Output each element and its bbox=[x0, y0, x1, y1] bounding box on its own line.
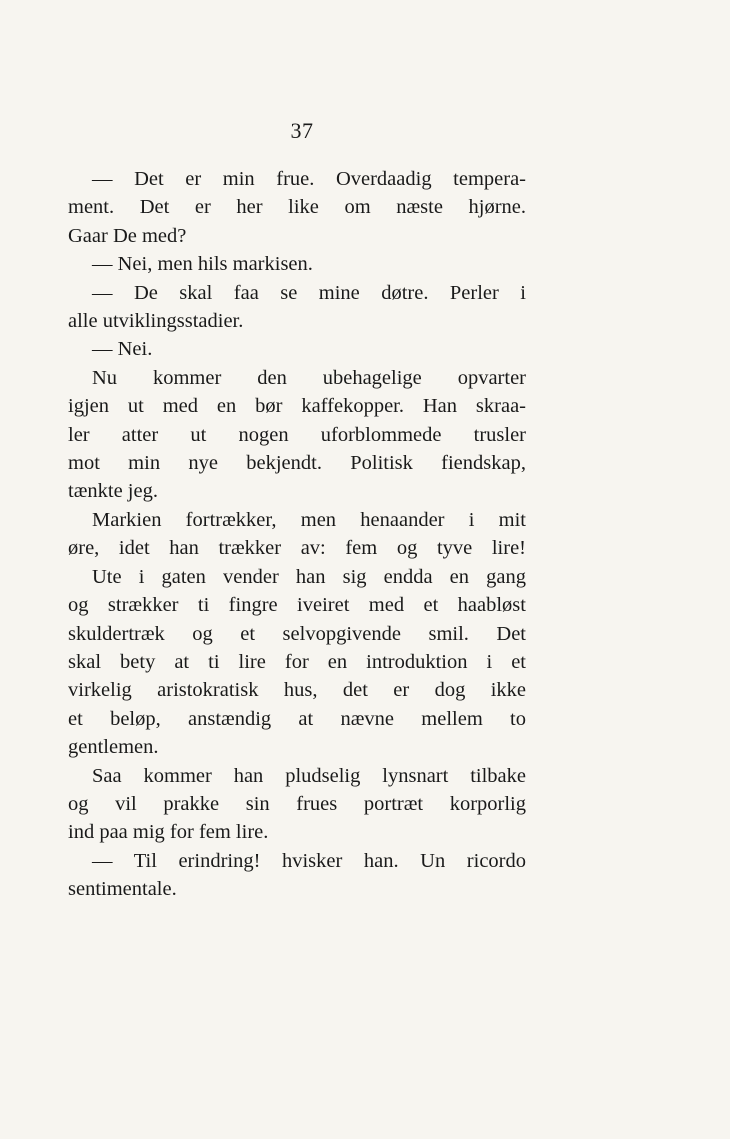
text-line: sentimentale. bbox=[68, 878, 177, 901]
text-line: igjen ut med en bør kaffekopper. Han skraa- bbox=[68, 395, 526, 418]
text-line: tænkte jeg. bbox=[68, 480, 158, 503]
page-number: 37 bbox=[290, 118, 314, 143]
text-line: Gaar De med? bbox=[68, 224, 187, 247]
text-line: alle utviklingsstadier. bbox=[68, 310, 244, 333]
text-line: Ute i gaten vender han sig endda en gang bbox=[92, 565, 526, 588]
text-line: virkelig aristokratisk hus, det er dog ikke bbox=[68, 679, 526, 702]
text-line: Markien fortrækker, men henaander i mit bbox=[92, 508, 526, 531]
text-line: — Nei. bbox=[92, 338, 153, 361]
text-line: ler atter ut nogen uforblommede trusler bbox=[68, 423, 526, 446]
text-line: ment. Det er her like om næste hjørne. bbox=[68, 196, 526, 219]
text-line: og strækker ti fingre iveiret med et haabløst bbox=[68, 594, 526, 617]
text-line: — Til erindring! hvisker han. Un ricordo bbox=[92, 849, 526, 872]
text-line: Nu kommer den ubehagelige opvarter bbox=[92, 366, 526, 389]
text-line: ind paa mig for fem lire. bbox=[68, 821, 269, 844]
text-line: — Nei, men hils markisen. bbox=[92, 253, 313, 276]
text-line: gentlemen. bbox=[68, 736, 159, 759]
text-line: — De skal faa se mine døtre. Perler i bbox=[92, 281, 526, 304]
text-line: skal bety at ti lire for en introduktion i et bbox=[68, 650, 526, 673]
text-line: — Det er min frue. Overdaadig tempera- bbox=[92, 168, 526, 190]
text-line: Saa kommer han pludselig lynsnart tilbake bbox=[92, 764, 526, 787]
text-line: øre, idet han trækker av: fem og tyve lire! bbox=[68, 537, 526, 560]
text-line: skuldertræk og et selvopgivende smil. Det bbox=[68, 622, 526, 645]
body-text bbox=[68, 165, 526, 904]
text-line: et beløp, anstændig at nævne mellem to bbox=[68, 707, 526, 730]
text-line: mot min nye bekjendt. Politisk fiendskap, bbox=[68, 452, 526, 475]
text-line: og vil prakke sin frues portræt korporlig bbox=[68, 792, 526, 815]
